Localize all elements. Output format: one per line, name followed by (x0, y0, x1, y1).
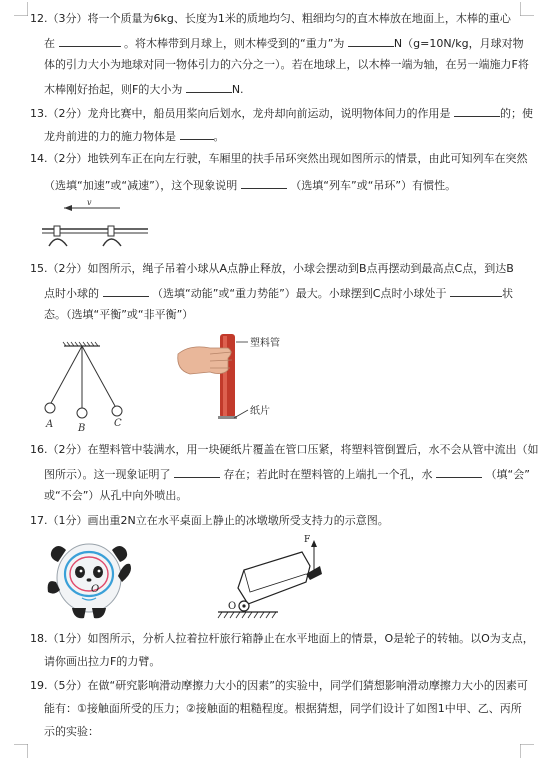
ball-c (112, 406, 122, 416)
string-a (51, 346, 82, 403)
q16-text: 图所示）。这一现象证明了 (44, 468, 171, 481)
q15-text: 状 (501, 287, 513, 300)
label-a: A (46, 419, 54, 430)
q19-line2: 能有：①接触面所受的压力；②接触面的粗糙程度。根据猜想，同学们设计了如图1中甲、乙、丙所 (44, 702, 522, 715)
q14-text: （选填“加速”或“减速”），这个现象说明 (44, 179, 238, 192)
q18-line1: 18.（1分）如图所示，分析人拉着拉杆旅行箱静止在水平地面上的情景，O是轮子的转轴。以O为支点， (30, 632, 534, 645)
q13-text: 的；使 (500, 107, 533, 120)
label-paper: 纸片 (250, 406, 270, 417)
answer-blank[interactable] (241, 177, 287, 189)
q12-text: N. (231, 83, 244, 96)
q12-text: N（g=10N/kg，月球对物 (393, 37, 524, 50)
q14-line1: 14.（2分）地铁列车正在向左行驶，车厢里的扶手吊环突然出现如图所示的情景，由此可知列车在突然 (30, 152, 528, 165)
q19-line1: 19.（5分）在做“研究影响滑动摩擦力大小的因素”的实验中，同学们猜想影响滑动摩擦力大小的因素可 (30, 679, 528, 692)
corner-mark-bottom-left (14, 744, 28, 758)
label-f: F (304, 535, 311, 545)
pendulum-figure (38, 338, 138, 433)
q12-line3: 体的引力大小为地球对同一物体引力的六分之一）。若在地球上，以木棒一端为轴，在另一端施力F将 (44, 58, 529, 71)
suitcase-figure (214, 530, 334, 620)
q12-line1: 12.（3分）将一个质量为6kg、长度为1米的质地均匀、粗细均匀的直木棒放在地面上，木棒的重心 (30, 12, 511, 25)
q15-line3: 态。（选填“平衡”或“非平衡”） (44, 308, 194, 321)
label-o-mascot: O (91, 584, 100, 595)
q13-line2 (44, 128, 225, 144)
label-c: C (114, 418, 122, 429)
answer-blank[interactable] (180, 128, 214, 140)
velocity-label: v (87, 198, 92, 207)
label-plastic-tube: 塑料管 (250, 338, 280, 349)
q17-line1: 17.（1分）画出重2N立在水平桌面上静止的冰墩墩所受支持力的示意图。 (30, 514, 389, 527)
q15-line1: 15.（2分）如图所示，绳子吊着小球从A点静止释放，小球会摆动到B点再摆动到最高点C点，到达B (30, 262, 514, 275)
q12-line2 (44, 35, 524, 51)
q16-text: （填“会” (485, 468, 530, 481)
ball-a (45, 403, 55, 413)
q13-line1 (30, 105, 533, 121)
q19-line3: 示的实验： (44, 725, 99, 738)
label-o-pivot: O (228, 601, 237, 612)
answer-blank[interactable] (454, 105, 500, 117)
q16-line3: 或“不会”）从孔中向外喷出。 (44, 489, 188, 502)
mascot-figure (44, 536, 134, 622)
corner-mark-top-left (14, 2, 28, 16)
q16-text: 存在；若此时在塑料管的上端扎一个孔，水 (223, 468, 433, 481)
q13-text: 龙舟前进的力的施力物体是 (44, 130, 176, 143)
label-b: B (78, 423, 86, 433)
answer-blank[interactable] (186, 81, 232, 93)
corner-mark-top-right (520, 2, 534, 16)
handrail-ring-figure (40, 196, 150, 251)
q12-line4 (44, 81, 244, 97)
q15-text: 点时小球的 (44, 287, 99, 300)
q13-text: 。 (213, 130, 225, 143)
corner-mark-bottom-right (520, 744, 534, 758)
q12-text: 在 (44, 37, 55, 50)
plastic-tube-figure (170, 330, 300, 430)
answer-blank[interactable] (348, 35, 394, 47)
hand (178, 347, 232, 374)
ball-b (77, 408, 87, 418)
q13-text: 13.（2分）龙舟比赛中，船员用桨向后划水，龙舟却向前运动，说明物体间力的作用是 (30, 107, 451, 120)
answer-blank[interactable] (103, 285, 149, 297)
suitcase (238, 552, 322, 604)
q16-line2 (44, 466, 530, 482)
q12-text: 木棒刚好抬起，则F的大小为 (44, 83, 183, 96)
leader-line-paper (234, 410, 248, 418)
wheel (239, 601, 249, 611)
answer-blank[interactable] (450, 285, 502, 297)
velocity-arrow (64, 205, 120, 211)
ground (218, 612, 278, 618)
string-c (82, 346, 115, 406)
plastic-tube (218, 334, 237, 419)
mascot-body (48, 544, 131, 618)
force-f-arrow (311, 540, 317, 570)
answer-blank[interactable] (436, 466, 482, 478)
answer-blank[interactable] (174, 466, 220, 478)
q12-text: 。将木棒带到月球上，则木棒受到的“重力”为 (124, 37, 345, 50)
answer-blank[interactable] (59, 35, 121, 47)
q14-line2 (44, 177, 456, 193)
q14-text: （选填“列车”或“吊环”）有惯性。 (290, 179, 457, 192)
q16-line1: 16.（2分）在塑料管中装满水，用一块硬纸片覆盖在管口压紧，将塑料管倒置后，水不会从管中流出（如 (30, 443, 539, 456)
q15-line2 (44, 285, 513, 301)
q18-line2: 请你画出拉力F的力臂。 (44, 655, 161, 668)
q15-text: （选填“动能”或“重力势能”）最大。小球摆到C点时小球处于 (152, 287, 447, 300)
ceiling-support (63, 342, 100, 346)
